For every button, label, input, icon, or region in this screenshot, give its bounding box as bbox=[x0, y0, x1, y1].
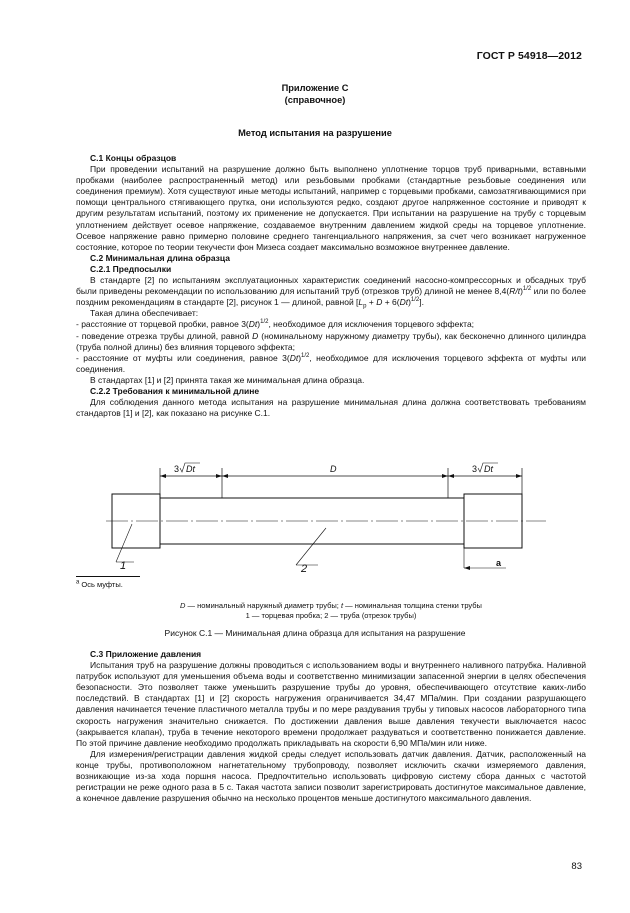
section-c22-paragraph: Для соблюдения данного метода испытания на разрушение минимальная длина должна соответствовать требованиям стандартов [1] и [2], как показано на рисунке С.1. bbox=[76, 397, 586, 419]
dim-left-coef: 3 bbox=[174, 464, 180, 474]
method-title: Метод испытания на разрушение bbox=[238, 128, 392, 138]
arrow-icon bbox=[216, 474, 222, 478]
figure-legend-line1: D — номинальный наружный диаметр трубы; t — номинальная толщина стенки трубы bbox=[180, 601, 482, 610]
arrow-icon bbox=[516, 474, 522, 478]
figure-legend-line2: 1 — торцевая пробка; 2 — труба (отрезок трубы) bbox=[245, 611, 417, 620]
section-c1-paragraph: При проведении испытаний на разрушение должно быть выполнено уплотнение торцов труб приварными, вставными пробками (наиболее распространенный метод) или резьбовыми пробками (стандартные резьбовые соединения или соединения премиум). Хотя существуют иные методы испытаний, например с торцевыми пробками, самозатягивающимися при помощи центрального стягивающего прутка, они используются редко, создают другое напряженное состояние и приводят к другим результатам испытаний, поэтому их применение не допускается. При испытании на разрушение на трубу с торцевым уплотнением действует осевое напряжение, создаваемое внутренним давлением жидкой среды на торцевое уплотнение. Осевое напряжение равно примерно половине среднего тангенциального напряжения, за счет чего возникает нагруженное состояние, которое по теории текучести фон Мизеса создает максимально возможное внутреннее давление. bbox=[76, 164, 586, 252]
section-c3-paragraph-1: Испытания труб на разрушение должны проводиться с использованием воды и внутреннего наливного патрубка. Наливной патрубок используют для уменьшения объема воды и соответственно минимизации запасенной энергии в целях обеспечения безопасности. Это позволяет также уменьшить разрушение трубы до уровня, обеспечивающего отсутствие каких-либо последствий. В стандартах [1] и [2] скорость нагружения ограничивается 34,47 МПа/мин. При создании разрушающего давления начинается течение пластичного металла трубы и по мере раздувания трубы у типовых насосов лабораторного типа скорость нагружения значительно снижается. По достижении давления выше давления текучести выключается насос (закрывается клапан), труба в течение некоторого времени продолжает раздуваться и соответственно понижается давление. По этой причине давление необходимо продолжать прикладывать на скорости 6,90 МПа/мин или ниже. bbox=[76, 660, 586, 748]
dim-right-coef: 3 bbox=[472, 464, 478, 474]
body-text-lower bbox=[76, 649, 586, 804]
section-c21-heading: С.2.1 Предпосылки bbox=[90, 263, 172, 274]
figure-caption: Рисунок С.1 — Минимальная длина образца для испытания на разрушение bbox=[164, 628, 466, 638]
figure-label-1: 1 bbox=[120, 560, 127, 572]
length-provides-text: Такая длина обеспечивает: bbox=[90, 308, 199, 319]
appendix-title: Приложение С bbox=[281, 83, 349, 93]
page-number: 83 bbox=[571, 861, 582, 872]
standard-number: ГОСТ Р 54918—2012 bbox=[476, 50, 582, 62]
arrow-icon bbox=[464, 566, 470, 570]
bullet-infinite-cylinder: - поведение отрезка трубы длиной, равной D (номинальному наружному диаметру трубы), как бесконечно длинного цилиндра (труба полной длины) без влияния торцевого эффекта; bbox=[76, 330, 586, 352]
footnote-rule bbox=[76, 576, 140, 577]
arrow-icon bbox=[160, 474, 166, 478]
appendix-subtitle: (справочное) bbox=[284, 95, 346, 105]
dim-right-var: Dt bbox=[484, 464, 493, 474]
bullet-end-plug: - расстояние от торцевой пробки, равное $3(Dt)^{1/2}$, необходимое для исключения торцевого эффекта; bbox=[76, 319, 475, 330]
body-text-upper bbox=[76, 153, 586, 419]
arrow-icon bbox=[442, 474, 448, 478]
standards-same-length: В стандартах [1] и [2] принята такая же минимальная длина образца. bbox=[90, 374, 365, 385]
dim-mid-label: D bbox=[330, 464, 337, 474]
section-c21-paragraph: В стандарте [2] по испытаниям эксплуатационных характеристик соединений насосно-компрессорных и обсадных труб были приведены рекомендации по использованию для испытаний труб (отрезков труб) длиной не менее $8,4(R/t)^{1/2}$ или по более поздним рекомендациям в стандарте [2], рисунок 1 — длиной, равной $[L_p + D + 6(Dt)^{1/2}]$. bbox=[76, 275, 586, 310]
figure-label-2: 2 bbox=[301, 563, 308, 575]
dim-left-var: Dt bbox=[186, 464, 195, 474]
section-c1-heading: С.1 Концы образцов bbox=[90, 153, 177, 163]
figure-c1-diagram bbox=[76, 462, 556, 580]
figure-label-a: а bbox=[496, 558, 502, 568]
arrow-icon bbox=[222, 474, 228, 478]
section-c22-heading: С.2.2 Требования к минимальной длине bbox=[90, 385, 260, 396]
section-c2-heading: С.2 Минимальная длина образца bbox=[90, 252, 230, 263]
section-c3-paragraph-2: Для измерения/регистрации давления жидкой среды следует использовать датчик давления. Датчик, расположенный на конце трубы, противоположном нагнетательному трубопроводу, позволяет исключить скачки измеряемого давления, возникающие из-за хода поршня насоса. Предпочтительно использовать цифровую систему сбора данных с частотой регистрации не реже одного раза в 5 с. Такая частота записи позволит зарегистрировать достигнутое максимальное давление, а конечное давление разрушения обычно на несколько процентов меньше достигнутого максимального давления. bbox=[76, 748, 586, 804]
section-c3-heading: С.3 Приложение давления bbox=[90, 649, 202, 659]
figure-footnote: $^а$ Ось муфты. bbox=[76, 579, 123, 589]
arrow-icon bbox=[448, 474, 454, 478]
bullet-coupling: - расстояние от муфты или соединения, равное $3(Dt)^{1/2}$, необходимое для исключения торцевого эффекта от муфты или соединения. bbox=[76, 352, 586, 374]
